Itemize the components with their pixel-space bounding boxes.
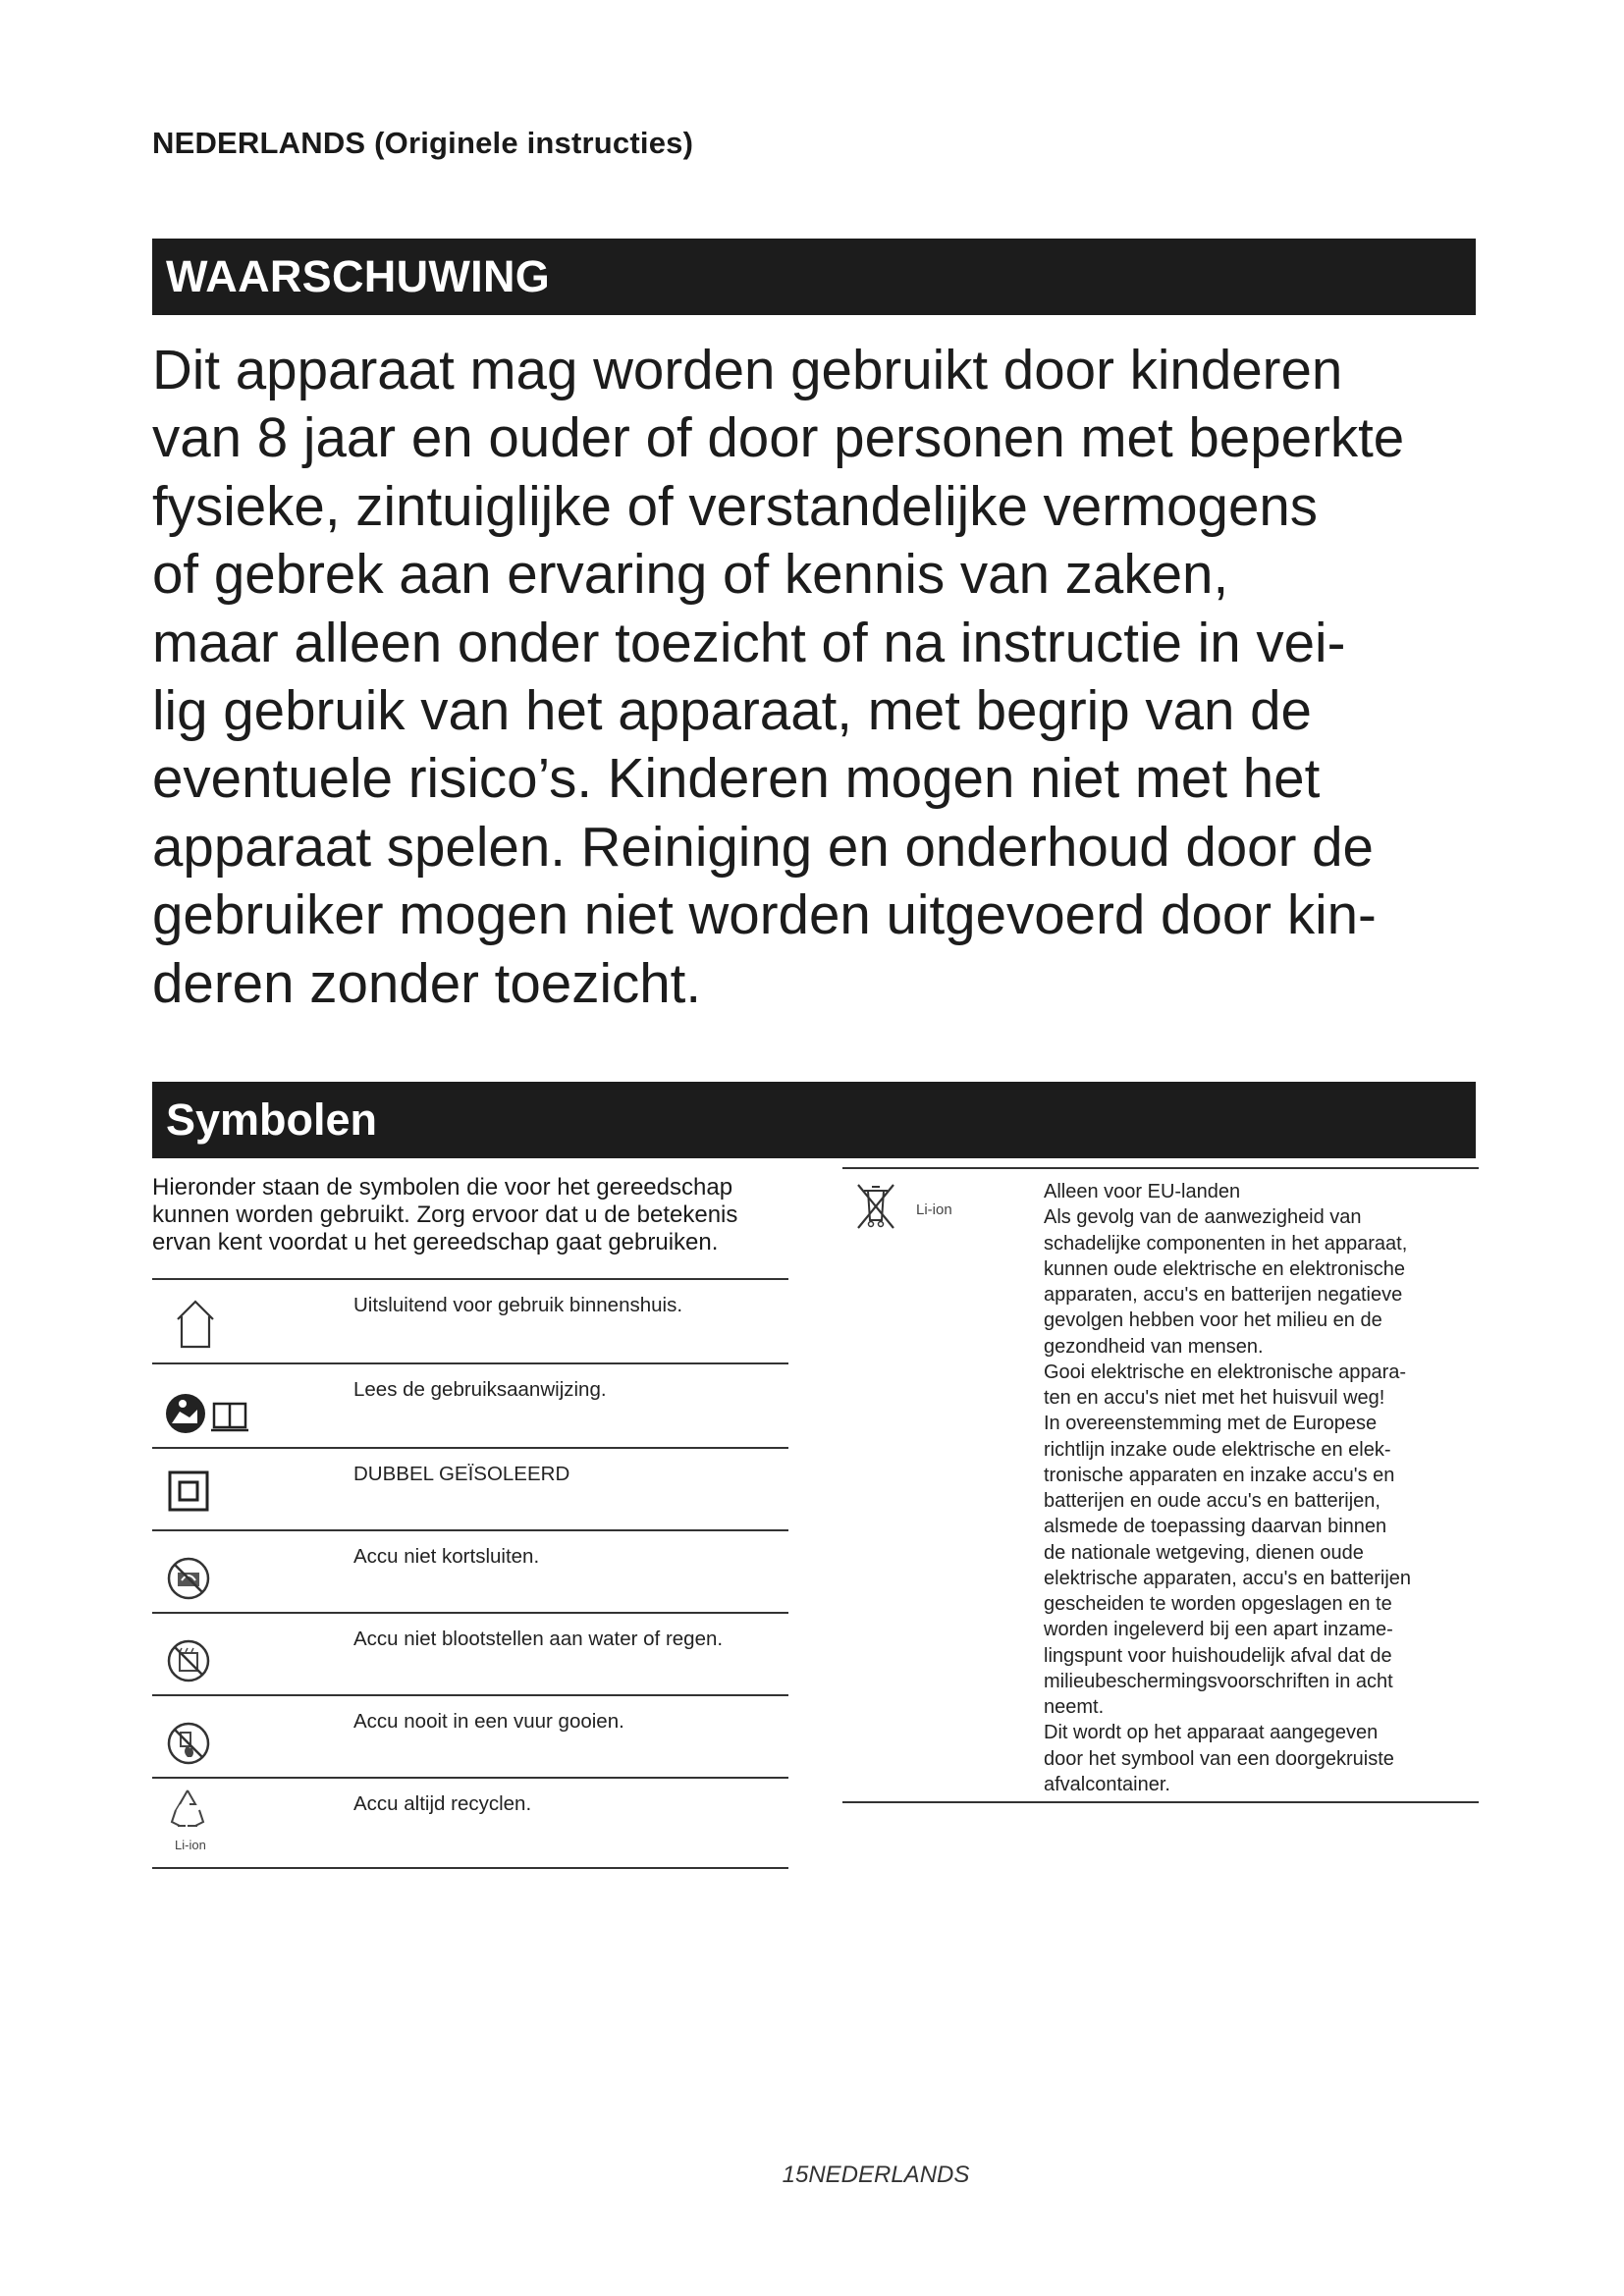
read-manual-icon [158, 1374, 345, 1443]
eu-icon-label: Li-ion [916, 1201, 952, 1218]
eu-text-line: In overeenstemming met de Europese [1044, 1413, 1378, 1435]
symbol-description: Uitsluitend voor gebruik binnenshuis. [353, 1294, 683, 1316]
warning-line: deren zonder toezicht. [152, 951, 702, 1014]
eu-text-line: door het symbool van een doorgekruiste [1044, 1747, 1394, 1770]
eu-text-line: Gooi elektrische en elektronische appara- [1044, 1361, 1407, 1383]
eu-text-line: tronische apparaten en inzake accu's en [1044, 1464, 1395, 1486]
symbol-description: Accu nooit in een vuur gooien. [353, 1710, 624, 1733]
eu-text-line: lingspunt voor huishoudelijk afval dat de [1044, 1644, 1392, 1667]
warning-line: van 8 jaar en ouder of door personen met beperkte [152, 406, 1405, 469]
eu-text-line: milieubeschermingsvoorschriften in acht [1044, 1670, 1393, 1692]
symbols-heading: Symbolen [152, 1082, 1476, 1158]
warning-heading: WAARSCHUWING [152, 239, 1476, 315]
eu-text-line: alsmede de toepassing daarvan binnen [1044, 1516, 1387, 1538]
table-row [152, 1531, 788, 1614]
table-row [152, 1696, 788, 1779]
eu-text-line: afvalcontainer. [1044, 1773, 1170, 1795]
table-row [152, 1280, 788, 1364]
symbol-description: Lees de gebruiksaanwijzing. [353, 1378, 607, 1401]
symbol-description: Accu niet kortsluiten. [353, 1545, 540, 1568]
table-row [152, 1614, 788, 1696]
eu-text-line: gescheiden te worden opgeslagen en te [1044, 1593, 1392, 1615]
symbol-description: Accu altijd recyclen. [353, 1792, 532, 1815]
table-row [152, 1779, 788, 1869]
warning-text [152, 336, 1488, 1017]
eu-text-line: gezondheid van mensen. [1044, 1335, 1264, 1358]
eu-text-line: apparaten, accu's en batterijen negatieve [1044, 1284, 1403, 1306]
warning-line: fysieke, zintuiglijke of verstandelijke vermogens [152, 474, 1319, 537]
no-short-circuit-icon [158, 1541, 345, 1610]
eu-text-line: worden ingeleverd bij een apart inzame- [1044, 1619, 1393, 1641]
eu-text-line: batterijen en oude accu's en batterijen, [1044, 1490, 1380, 1512]
table-row [152, 1364, 788, 1449]
no-fire-icon [158, 1706, 345, 1775]
warning-line: of gebrek aan ervaring of kennis van zaken, [152, 543, 1229, 606]
eu-text-line: neemt. [1044, 1696, 1105, 1718]
table-row [152, 1449, 788, 1531]
intro-line: Hieronder staan de symbolen die voor het gereedschap [152, 1174, 733, 1201]
symbols-table [152, 1278, 788, 1869]
warning-line: apparaat spelen. Reiniging en onderhoud door de [152, 815, 1374, 878]
eu-text-line: gevolgen hebben voor het milieu en de [1044, 1309, 1382, 1332]
page-header-language: NEDERLANDS (Originele instructies) [152, 126, 694, 160]
warning-line: gebruiker mogen niet worden uitgevoerd door kin- [152, 883, 1377, 946]
no-water-icon [158, 1624, 345, 1692]
eu-disposal-block [842, 1167, 1479, 1803]
double-insulated-icon [158, 1459, 345, 1527]
warning-line: lig gebruik van het apparaat, met begrip van de [152, 679, 1312, 742]
eu-text-line: richtlijn inzake oude elektrische en elek- [1044, 1438, 1391, 1461]
eu-disposal-text [1044, 1179, 1476, 1797]
warning-line: eventuele risico’s. Kinderen mogen niet met het [152, 747, 1321, 810]
eu-text-line: kunnen oude elektrische en elektronische [1044, 1257, 1406, 1280]
symbols-intro [152, 1174, 800, 1256]
warning-line: maar alleen onder toezicht of na instructie in vei- [152, 611, 1346, 673]
crossed-bin-icon [854, 1181, 897, 1232]
recycle-icon [158, 1783, 345, 1851]
intro-line: ervan kent voordat u het gereedschap gaat gebruiken. [152, 1229, 719, 1255]
symbol-description: Accu niet blootstellen aan water of regen. [353, 1628, 724, 1650]
house-icon [158, 1290, 345, 1359]
eu-text-line: Als gevolg van de aanwezigheid van [1044, 1206, 1362, 1229]
eu-text-line: elektrische apparaten, accu's en batterijen [1044, 1567, 1412, 1589]
eu-text-line: Alleen voor EU-landen [1044, 1181, 1241, 1202]
page-footer: 15NEDERLANDS [782, 2162, 970, 2188]
eu-text-line: ten en accu's niet met het huisvuil weg! [1044, 1387, 1385, 1409]
recycle-icon-label: Li-ion [175, 1838, 206, 1852]
symbol-description: DUBBEL GEÏSOLEERD [353, 1463, 570, 1485]
eu-text-line: Dit wordt op het apparaat aangegeven [1044, 1722, 1379, 1744]
intro-line: kunnen worden gebruikt. Zorg ervoor dat u de betekenis [152, 1201, 738, 1228]
eu-text-line: de nationale wetgeving, dienen oude [1044, 1541, 1364, 1564]
eu-text-line: schadelijke componenten in het apparaat, [1044, 1232, 1408, 1255]
warning-line: Dit apparaat mag worden gebruikt door kinderen [152, 339, 1343, 400]
